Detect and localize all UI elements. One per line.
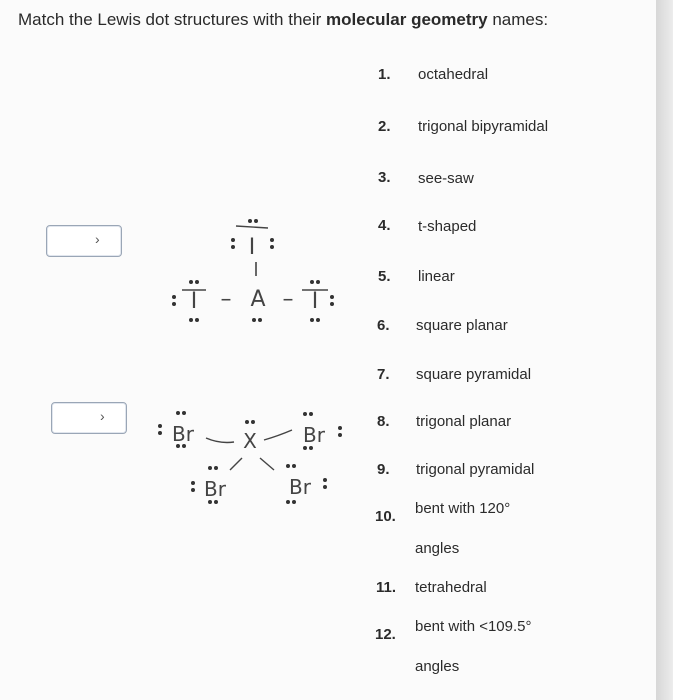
page-edge (656, 0, 673, 700)
chevron-down-icon: › (95, 231, 100, 247)
question-prefix: Match the Lewis dot structures with their (18, 10, 327, 29)
atom-a-center: A (250, 287, 266, 312)
question-suffix: names: (487, 10, 549, 29)
bond-right: – (282, 287, 294, 312)
atom-br-top-left: Br (172, 422, 194, 446)
atom-i-top: I (248, 235, 256, 260)
option-label: square planar (416, 317, 508, 334)
option-number: 4. (378, 217, 391, 234)
option-label: bent with <109.5° (415, 618, 532, 635)
option-label: octahedral (418, 66, 489, 83)
option-number: 6. (377, 317, 390, 334)
atom-br-top-right: Br (303, 423, 325, 447)
question-bold: molecular geometry (326, 10, 488, 29)
atom-i-right: I (311, 289, 319, 314)
option-number: 8. (377, 413, 390, 430)
answer-select-2[interactable] (51, 402, 127, 434)
option-label: see-saw (418, 170, 474, 187)
bond-left: – (220, 287, 232, 312)
option-number: 9. (377, 461, 390, 478)
atom-x-center: X (243, 429, 257, 453)
option-number: 2. (378, 118, 391, 135)
option-label: linear (418, 268, 455, 285)
option-label-continued: angles (415, 658, 460, 675)
option-number: 5. (378, 268, 391, 285)
option-number: 7. (377, 366, 390, 383)
option-number: 11. (376, 579, 397, 596)
option-label: square pyramidal (416, 366, 532, 383)
option-label: trigonal bipyramidal (418, 118, 549, 135)
atom-br-bottom-right: Br (289, 475, 311, 499)
question-text (18, 10, 548, 30)
lewis-structure-xbr4 (150, 400, 350, 510)
lewis-structure-ai3 (160, 210, 360, 340)
option-label-continued: angles (415, 540, 460, 557)
chevron-down-icon: › (100, 408, 105, 424)
option-number: 1. (378, 66, 391, 83)
atom-br-bottom-left: Br (204, 477, 226, 501)
option-label: bent with 120° (415, 500, 511, 517)
option-label: t-shaped (418, 218, 477, 235)
option-label: tetrahedral (415, 579, 487, 596)
option-number: 12. (375, 626, 396, 643)
option-number: 3. (378, 169, 391, 186)
option-label: trigonal pyramidal (416, 461, 535, 478)
atom-i-left: I (190, 289, 198, 314)
option-number: 10. (375, 508, 396, 525)
answer-select-1[interactable] (46, 225, 122, 257)
option-label: trigonal planar (416, 413, 512, 430)
